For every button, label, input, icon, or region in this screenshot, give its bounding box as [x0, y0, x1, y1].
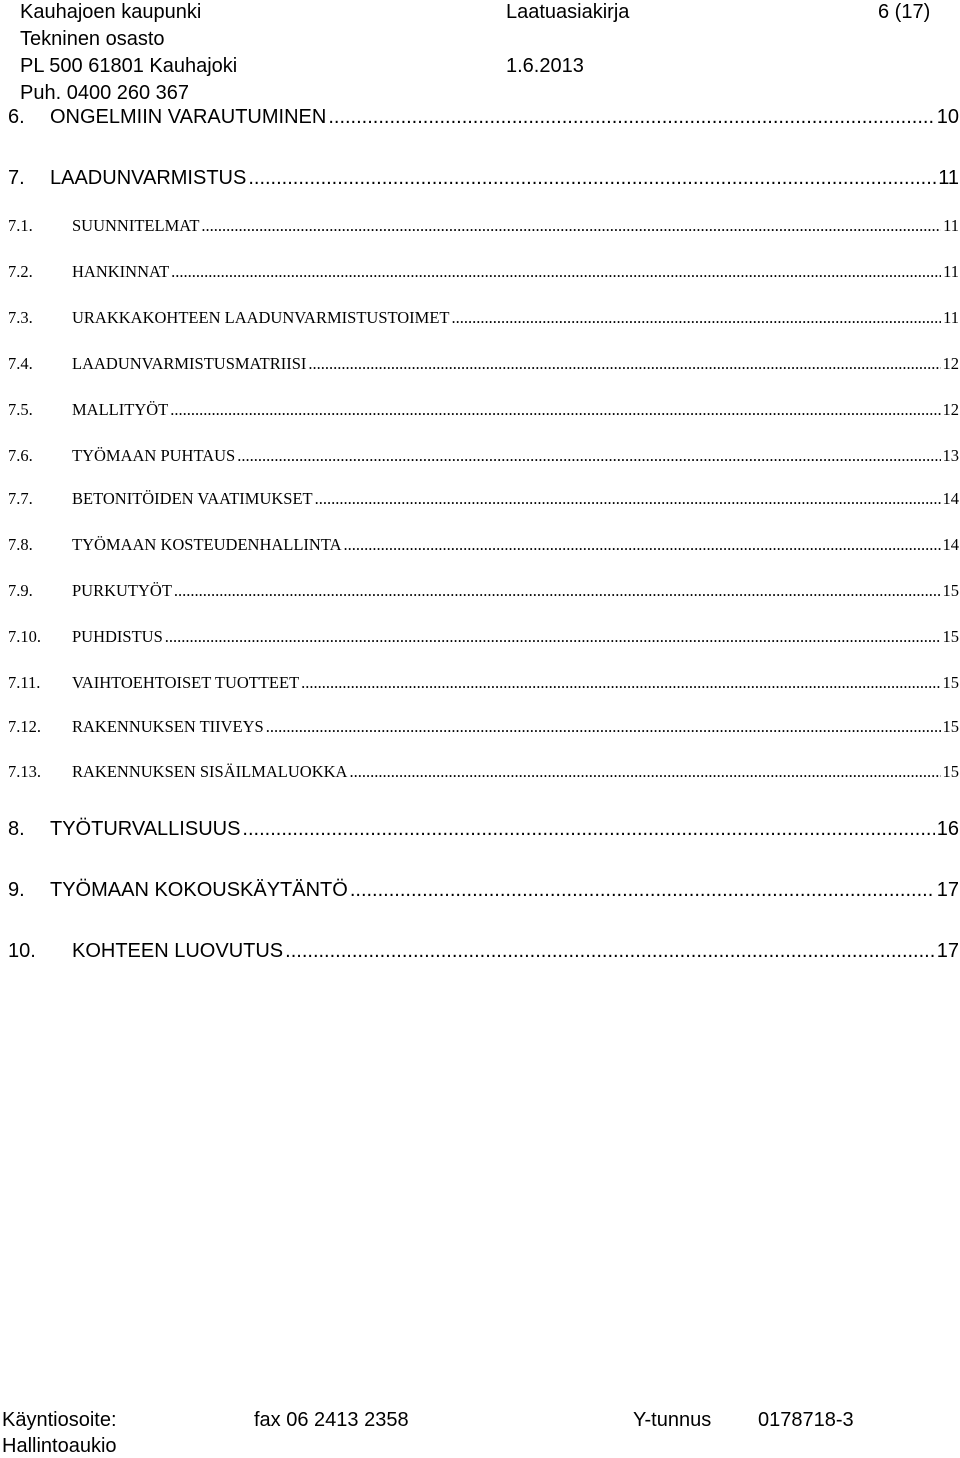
toc-entry-title: PURKUTYÖT — [72, 581, 172, 600]
toc-entry[interactable] — [8, 400, 959, 420]
toc-leader-dots — [350, 879, 935, 902]
toc-entry-title: URAKKAKOHTEEN LAADUNVARMISTUSTOIMET — [72, 308, 450, 327]
toc-leader-dots — [170, 400, 940, 420]
org-department: Tekninen osasto — [20, 28, 165, 50]
toc-entry[interactable] — [8, 673, 959, 693]
toc-leader-dots — [344, 535, 941, 555]
toc-entry-title: VAIHTOEHTOISET TUOTTEET — [72, 673, 300, 692]
toc-entry-number: 7.11. — [8, 673, 41, 692]
toc-entry-title: TYÖMAAN KOSTEUDENHALLINTA — [72, 535, 342, 554]
toc-leader-dots — [237, 446, 940, 466]
toc-entry-title: PUHDISTUS — [72, 627, 163, 646]
toc-entry-title: TYÖMAAN KOKOUSKÄYTÄNTÖ — [50, 879, 348, 901]
toc-entry[interactable] — [8, 535, 959, 555]
toc-entry-page: 11 — [938, 167, 959, 189]
toc-leader-dots — [165, 627, 941, 647]
toc-entry[interactable] — [8, 940, 959, 963]
toc-entry-title: SUUNNITELMAT — [72, 216, 200, 235]
toc-entry-page: 11 — [943, 262, 959, 281]
page-number: 6 (17) — [878, 1, 931, 23]
toc-entry-title: KOHTEEN LUOVUTUS — [72, 940, 284, 962]
toc-entry-number: 7.13. — [8, 762, 41, 781]
toc-entry-title: LAADUNVARMISTUSMATRIISI — [72, 354, 307, 373]
toc-entry-title: LAADUNVARMISTUS — [50, 167, 247, 189]
toc-leader-dots — [248, 167, 936, 190]
toc-entry-page: 14 — [942, 489, 959, 508]
toc-entry-number: 7.3. — [8, 308, 33, 327]
footer-business-id-label: Y-tunnus — [633, 1409, 712, 1431]
toc-entry[interactable] — [8, 879, 959, 902]
toc-entry-page: 12 — [942, 400, 959, 419]
toc-entry[interactable] — [8, 308, 959, 328]
org-name: Kauhajoen kaupunki — [20, 1, 202, 23]
toc-entry[interactable] — [8, 446, 959, 466]
toc-entry-number: 7.7. — [8, 489, 33, 508]
toc-leader-dots — [308, 354, 940, 374]
toc-entry-number: 7.1. — [8, 216, 33, 235]
footer-fax: fax 06 2413 2358 — [254, 1409, 409, 1431]
toc-entry-page: 17 — [936, 879, 959, 901]
toc-entry-page: 12 — [942, 354, 959, 373]
toc-entry[interactable] — [8, 262, 959, 282]
toc-leader-dots — [266, 717, 941, 737]
toc-entry-page: 15 — [942, 762, 959, 781]
toc-entry-number: 6. — [8, 106, 25, 128]
toc-entry-page: 11 — [943, 308, 959, 327]
doc-title: Laatuasiakirja — [506, 1, 630, 23]
toc-entry-number: 7.5. — [8, 400, 33, 419]
toc-entry-number: 8. — [8, 818, 25, 840]
toc-entry-page: 15 — [942, 627, 959, 646]
toc-leader-dots — [242, 818, 934, 841]
toc-leader-dots — [452, 308, 942, 328]
toc-entry[interactable] — [8, 354, 959, 374]
toc-entry-number: 7.9. — [8, 581, 33, 600]
toc-leader-dots — [171, 262, 941, 282]
toc-entry[interactable] — [8, 762, 959, 782]
toc-entry-page: 16 — [936, 818, 959, 840]
toc-entry-number: 7.10. — [8, 627, 41, 646]
doc-date: 1.6.2013 — [506, 55, 584, 77]
toc-entry[interactable] — [8, 717, 959, 737]
toc-entry-page: 10 — [936, 106, 959, 128]
toc-entry-title: BETONITÖIDEN VAATIMUKSET — [72, 489, 313, 508]
toc-entry[interactable] — [8, 489, 959, 509]
toc-entry-page: 14 — [942, 535, 959, 554]
toc-entry[interactable] — [8, 627, 959, 647]
toc-entry[interactable] — [8, 818, 959, 841]
footer-address-label: Käyntiosoite: — [2, 1409, 117, 1431]
toc-entry-page: 15 — [942, 581, 959, 600]
toc-entry-page: 15 — [942, 673, 959, 692]
toc-entry[interactable] — [8, 106, 959, 129]
toc-entry-number: 7.2. — [8, 262, 33, 281]
toc-leader-dots — [315, 489, 941, 509]
org-phone: Puh. 0400 260 367 — [20, 82, 190, 104]
toc-leader-dots — [201, 216, 941, 236]
toc-entry-number: 7.12. — [8, 717, 41, 736]
toc-entry-title: RAKENNUKSEN SISÄILMALUOKKA — [72, 762, 348, 781]
toc-entry-number: 7.6. — [8, 446, 33, 465]
toc-leader-dots — [349, 762, 940, 782]
org-address: PL 500 61801 Kauhajoki — [20, 55, 238, 77]
toc-entry-page: 17 — [936, 940, 959, 962]
toc-entry[interactable] — [8, 216, 959, 236]
toc-entry-title: TYÖTURVALLISUUS — [50, 818, 241, 840]
toc-entry[interactable] — [8, 167, 959, 190]
toc-entry-number: 10. — [8, 940, 36, 962]
toc-entry-title: TYÖMAAN PUHTAUS — [72, 446, 236, 465]
toc-entry-number: 7.4. — [8, 354, 33, 373]
toc-entry-title: ONGELMIIN VARAUTUMINEN — [50, 106, 327, 128]
toc-entry-number: 7.8. — [8, 535, 33, 554]
toc-entry-page: 11 — [943, 216, 959, 235]
toc-entry-title: MALLITYÖT — [72, 400, 169, 419]
toc-leader-dots — [285, 940, 935, 963]
toc-entry-number: 9. — [8, 879, 25, 901]
footer-address-value: Hallintoaukio — [2, 1435, 117, 1457]
toc-entry-page: 15 — [942, 717, 959, 736]
toc-entry-title: HANKINNAT — [72, 262, 170, 281]
toc-entry-title: RAKENNUKSEN TIIVEYS — [72, 717, 264, 736]
toc-leader-dots — [328, 106, 934, 129]
toc-leader-dots — [174, 581, 941, 601]
toc-leader-dots — [301, 673, 940, 693]
toc-entry[interactable] — [8, 581, 959, 601]
toc-entry-page: 13 — [942, 446, 959, 465]
footer-business-id: 0178718-3 — [758, 1409, 854, 1431]
toc-entry-number: 7. — [8, 167, 25, 189]
